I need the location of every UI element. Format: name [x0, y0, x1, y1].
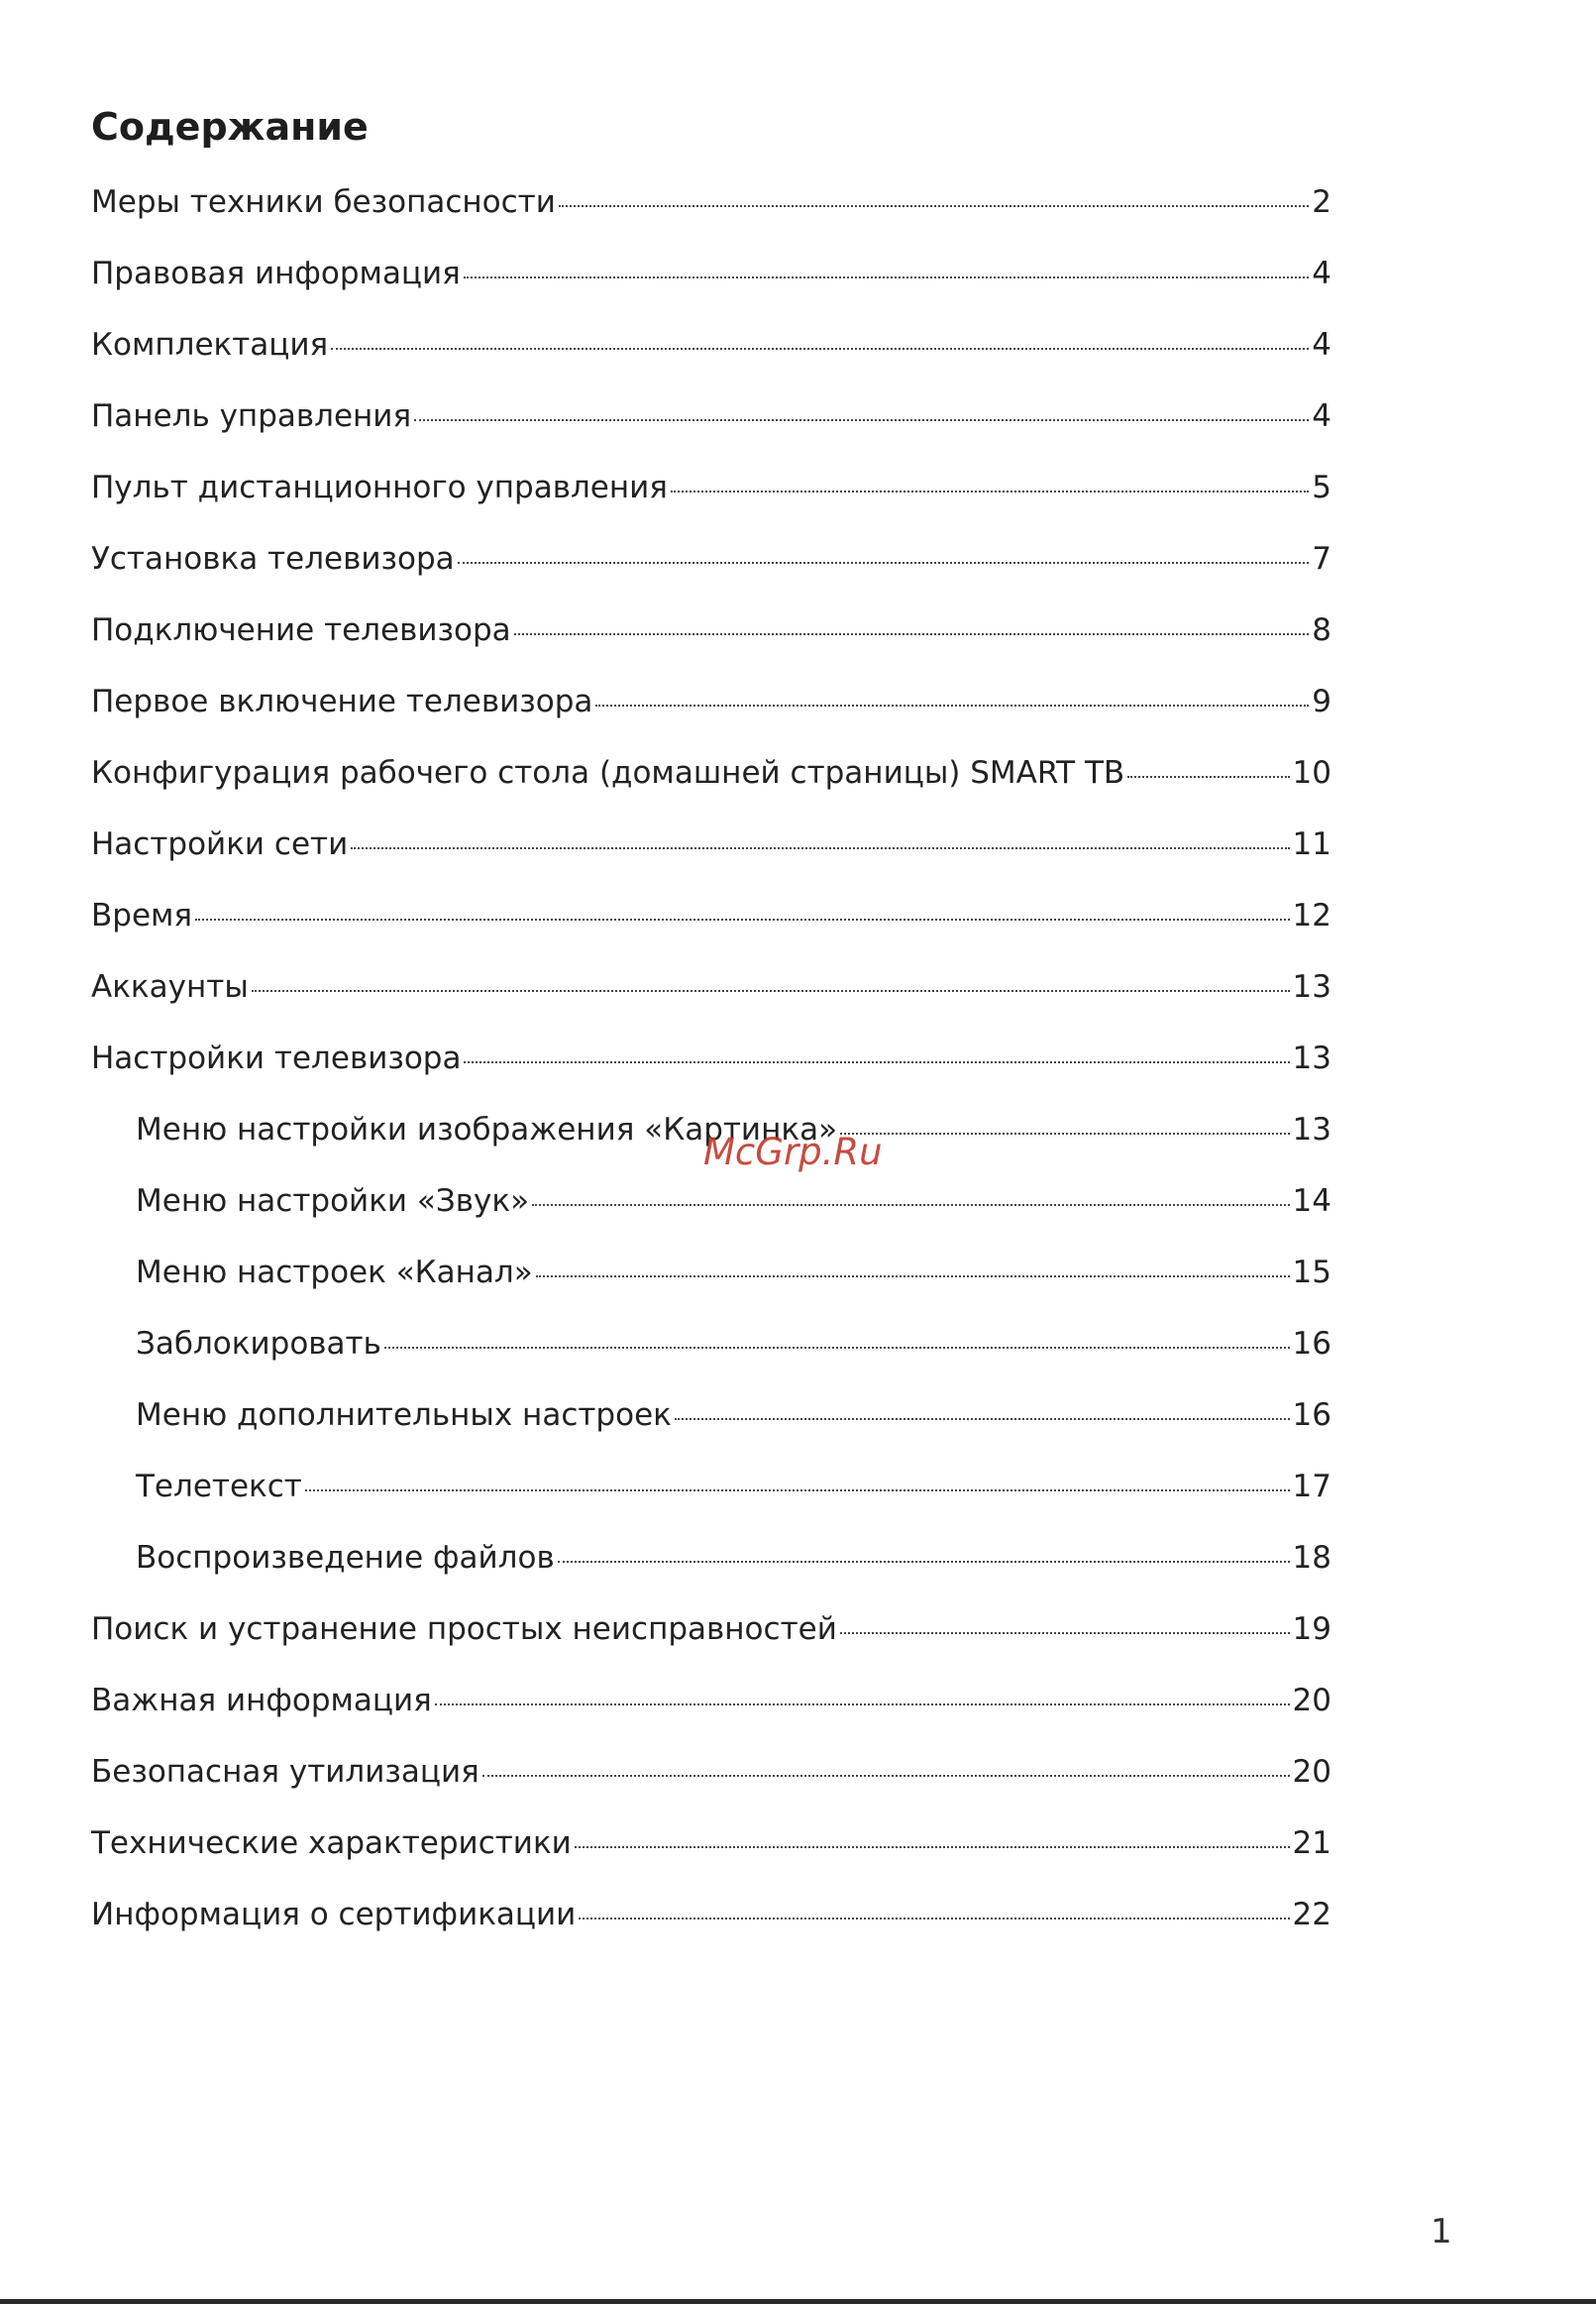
- toc-entry[interactable]: [91, 1887, 1331, 1958]
- toc-subentry[interactable]: [91, 1316, 1331, 1387]
- toc-entry-label: Панель управления: [91, 398, 412, 434]
- toc-entry-label: Конфигурация рабочего стола (домашней страницы) SMART ТВ: [91, 755, 1125, 791]
- toc-entry-label: Меню настройки изображения «Картинка»: [136, 1112, 838, 1148]
- toc-leader-dots: [305, 1489, 1290, 1491]
- toc-subentry[interactable]: [91, 1530, 1331, 1601]
- toc-entry[interactable]: [91, 388, 1331, 460]
- toc-entry[interactable]: [91, 959, 1331, 1031]
- toc-leader-dots: [671, 491, 1309, 493]
- toc-entry[interactable]: [91, 603, 1331, 674]
- toc-entry-page: 20: [1292, 1683, 1331, 1718]
- toc-entry-label: Поиск и устранение простых неисправностей: [91, 1611, 837, 1647]
- toc-leader-dots: [464, 1061, 1289, 1063]
- toc-entry[interactable]: [91, 1815, 1331, 1887]
- toc-entry-page: 10: [1292, 755, 1331, 791]
- toc-entry-page: 17: [1292, 1469, 1331, 1504]
- toc-entry-label: Воспроизведение файлов: [136, 1540, 555, 1576]
- toc-entry[interactable]: [91, 531, 1331, 603]
- toc-leader-dots: [458, 562, 1310, 564]
- toc-entry-page: 4: [1312, 398, 1331, 434]
- toc-entry[interactable]: [91, 1744, 1331, 1815]
- toc-entry-label: Заблокировать: [136, 1326, 381, 1362]
- toc-entry-page: 2: [1312, 184, 1331, 220]
- toc-leader-dots: [840, 1133, 1290, 1135]
- toc-entry[interactable]: [91, 817, 1331, 888]
- toc-entry-label: Безопасная утилизация: [91, 1754, 479, 1790]
- toc-leader-dots: [536, 1275, 1290, 1277]
- toc-entry-page: 20: [1292, 1754, 1331, 1790]
- toc-entry-label: Правовая информация: [91, 256, 461, 291]
- page-bottom-edge: [0, 2299, 1596, 2304]
- toc-entry-page: 13: [1292, 1112, 1331, 1148]
- toc-entry-page: 5: [1312, 470, 1331, 505]
- toc-leader-dots: [575, 1846, 1290, 1848]
- page-number: 1: [1431, 2212, 1452, 2251]
- toc-entry[interactable]: [91, 460, 1331, 531]
- toc-entry-page: 14: [1292, 1183, 1331, 1219]
- table-of-contents: [91, 174, 1331, 1958]
- toc-entry-page: 7: [1312, 541, 1331, 577]
- toc-entry-page: 21: [1292, 1825, 1331, 1861]
- toc-entry-label: Настройки телевизора: [91, 1041, 462, 1076]
- toc-leader-dots: [414, 419, 1309, 421]
- toc-leader-dots: [351, 847, 1289, 849]
- toc-entry-page: 13: [1292, 969, 1331, 1005]
- toc-leader-dots: [579, 1918, 1289, 1920]
- toc-entry-label: Меню настройки «Звук»: [136, 1183, 530, 1219]
- toc-leader-dots: [195, 919, 1289, 921]
- toc-leader-dots: [532, 1204, 1289, 1206]
- watermark: McGrp.Ru: [703, 1131, 883, 1173]
- toc-entry[interactable]: [91, 1601, 1331, 1673]
- toc-entry-page: 9: [1312, 684, 1331, 719]
- toc-entry-page: 15: [1292, 1255, 1331, 1290]
- toc-subentry[interactable]: [91, 1387, 1331, 1459]
- toc-entry-label: Комплектация: [91, 327, 329, 363]
- toc-entry-page: 4: [1312, 327, 1331, 363]
- toc-entry-page: 22: [1292, 1897, 1331, 1932]
- toc-entry[interactable]: [91, 1031, 1331, 1102]
- toc-leader-dots: [559, 205, 1309, 207]
- toc-entry-label: Важная информация: [91, 1683, 432, 1718]
- toc-entry[interactable]: [91, 246, 1331, 317]
- toc-entry-page: 8: [1312, 612, 1331, 648]
- toc-subentry[interactable]: [91, 1173, 1331, 1245]
- toc-leader-dots: [464, 276, 1309, 278]
- toc-entry-label: Технические характеристики: [91, 1825, 572, 1861]
- toc-entry-label: Меню настроек «Канал»: [136, 1255, 533, 1290]
- toc-entry-label: Меры техники безопасности: [91, 184, 556, 220]
- toc-leader-dots: [514, 633, 1310, 635]
- toc-entry-page: 19: [1292, 1611, 1331, 1647]
- toc-entry-label: Время: [91, 898, 193, 933]
- toc-entry-page: 18: [1292, 1540, 1331, 1576]
- toc-subentry[interactable]: [91, 1245, 1331, 1316]
- toc-entry[interactable]: [91, 888, 1331, 959]
- toc-entry[interactable]: [91, 174, 1331, 246]
- toc-entry-page: 16: [1292, 1397, 1331, 1433]
- toc-leader-dots: [331, 348, 1309, 350]
- toc-entry-label: Информация о сертификации: [91, 1897, 577, 1932]
- toc-entry[interactable]: [91, 1673, 1331, 1744]
- toc-entry-page: 4: [1312, 256, 1331, 291]
- toc-entry[interactable]: [91, 674, 1331, 745]
- toc-entry-label: Настройки сети: [91, 826, 349, 862]
- toc-entry-page: 11: [1292, 826, 1331, 862]
- toc-leader-dots: [252, 990, 1290, 992]
- toc-entry-label: Меню дополнительных настроек: [136, 1397, 672, 1433]
- toc-leader-dots: [1127, 776, 1289, 778]
- toc-leader-dots: [384, 1347, 1290, 1349]
- toc-leader-dots: [435, 1703, 1290, 1705]
- toc-entry-page: 13: [1292, 1041, 1331, 1076]
- toc-entry-label: Пульт дистанционного управления: [91, 470, 668, 505]
- toc-subentry[interactable]: [91, 1459, 1331, 1530]
- toc-entry-label: Телетекст: [136, 1469, 302, 1504]
- toc-entry[interactable]: [91, 745, 1331, 817]
- toc-entry-label: Установка телевизора: [91, 541, 455, 577]
- toc-leader-dots: [558, 1561, 1290, 1563]
- toc-entry-label: Аккаунты: [91, 969, 249, 1005]
- toc-leader-dots: [675, 1418, 1290, 1420]
- toc-leader-dots: [595, 705, 1309, 707]
- toc-leader-dots: [482, 1775, 1290, 1777]
- toc-entry-label: Подключение телевизора: [91, 612, 511, 648]
- toc-entry-label: Первое включение телевизора: [91, 684, 593, 719]
- toc-entry-page: 16: [1292, 1326, 1331, 1362]
- toc-entry[interactable]: [91, 317, 1331, 388]
- page-title: Содержание: [91, 105, 369, 149]
- toc-entry-page: 12: [1292, 898, 1331, 933]
- toc-leader-dots: [840, 1632, 1290, 1634]
